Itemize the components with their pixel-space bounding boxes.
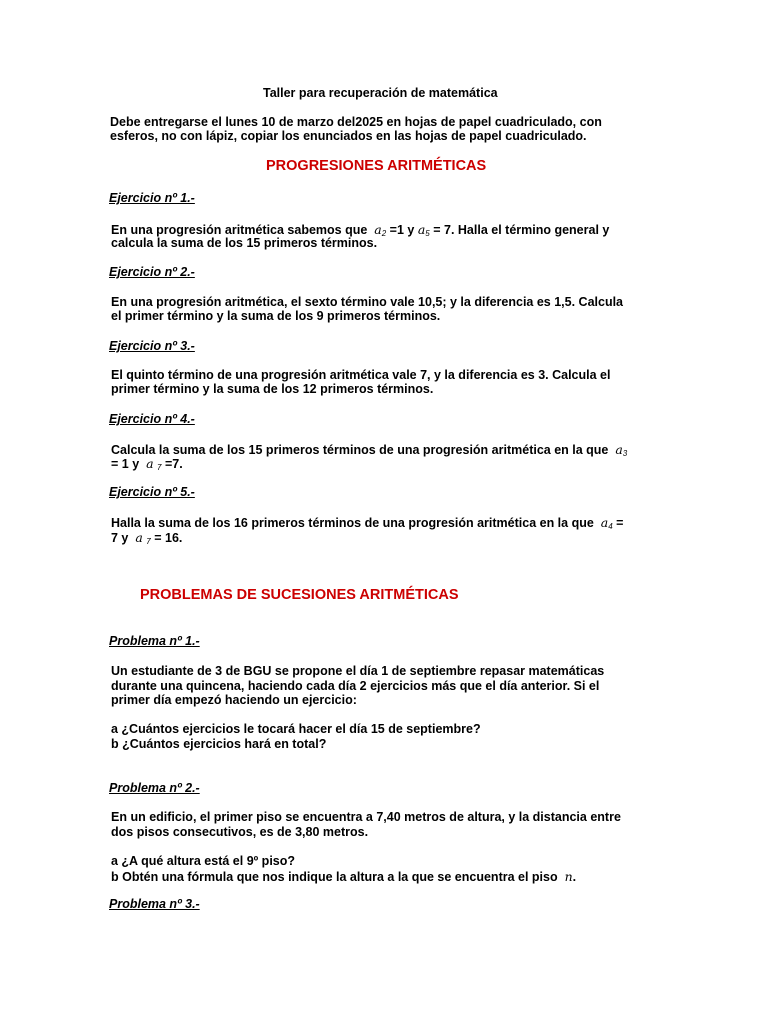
exercise-5-text-c: 7 y: [111, 531, 129, 545]
exercise-5-text-b: =: [616, 516, 624, 530]
exercise-4-line-2: [111, 456, 183, 475]
problem-1-line-2: durante una quincena, haciendo cada día 2 ejercicios más que el día anterior. Si el: [111, 679, 600, 693]
problem-1-line-1: Un estudiante de 3 de BGU se propone el día 1 de septiembre repasar matemáticas: [111, 664, 605, 678]
intro-line-2: esferos, no con lápiz, copiar los enunciados en las hojas de papel cuadriculado.: [110, 129, 587, 143]
exercise-5-line-2: [111, 530, 182, 549]
exercise-5-text-a: Halla la suma de los 16 primeros términos de una progresión aritmética en la que: [111, 516, 594, 530]
exercise-5-text-d: = 16.: [154, 531, 183, 545]
exercise-3-line-1: El quinto término de una progresión aritmética vale 7, y la diferencia es 3. Calcula el: [111, 368, 611, 382]
exercise-5-sub-7: 7: [146, 537, 151, 546]
exercise-1-sub-5: 5: [425, 229, 430, 238]
problem-2-heading: Problema nº 2.-: [109, 781, 200, 795]
exercise-5-var-a4: a: [600, 515, 609, 530]
problem-2-var-n: n: [564, 869, 573, 884]
exercise-4-heading: Ejercicio nº 4.-: [109, 412, 195, 426]
exercise-1-heading: Ejercicio nº 1.-: [109, 191, 195, 205]
exercise-4-sub-3: 3: [622, 449, 628, 458]
exercise-5-line-1: [111, 515, 623, 534]
problem-1-question-b: b ¿Cuántos ejercicios hará en total?: [111, 737, 327, 751]
exercise-5-var-a7: a: [135, 530, 143, 545]
exercise-4-var-a3: a: [615, 442, 623, 457]
exercise-5-sub-4: 4: [608, 522, 613, 531]
problem-2-question-b-text: b Obtén una fórmula que nos indique la altura a la que se encuentra el piso: [111, 870, 558, 884]
problem-1-question-a: a ¿Cuántos ejercicios le tocará hacer el día 15 de septiembre?: [111, 722, 481, 736]
exercise-1-var-a5: a: [417, 222, 426, 237]
problem-2-question-b-end: .: [572, 870, 577, 884]
exercise-4-text-c: =7.: [164, 457, 183, 471]
exercise-1-text-b: =1 y: [389, 223, 415, 237]
exercise-1-var-a2: a: [374, 222, 382, 237]
exercise-1-sub-2: 2: [381, 229, 387, 238]
exercise-1-line-2: calcula la suma de los 15 primeros términos.: [111, 236, 378, 250]
problem-1-line-3: primer día empezó haciendo un ejercicio:: [111, 693, 357, 707]
exercise-3-heading: Ejercicio nº 3.-: [109, 339, 195, 353]
section-title-problemas: PROBLEMAS DE SUCESIONES ARITMÉTICAS: [140, 587, 459, 603]
document-title: Taller para recuperación de matemática: [263, 86, 498, 100]
exercise-4-text-b: = 1 y: [111, 457, 140, 471]
problem-2-line-2: dos pisos consecutivos, es de 3,80 metros.: [111, 825, 369, 839]
exercise-3-line-2: primer término y la suma de los 12 primeros términos.: [111, 382, 434, 396]
exercise-4-sub-7: 7: [157, 463, 162, 472]
exercise-4-line-1: [111, 442, 627, 461]
section-title-progresiones: PROGRESIONES ARITMÉTICAS: [266, 158, 487, 174]
exercise-2-line-2: el primer término y la suma de los 9 primeros términos.: [111, 309, 441, 323]
exercise-4-var-a7: a: [146, 456, 154, 471]
problem-1-heading: Problema nº 1.-: [109, 634, 200, 648]
exercise-5-heading: Ejercicio nº 5.-: [109, 485, 195, 499]
exercise-1-text-a: En una progresión aritmética sabemos que: [111, 223, 368, 237]
problem-2-question-b: [111, 869, 576, 885]
exercise-1-text-c: = 7. Halla el término general y: [433, 223, 610, 237]
exercise-2-line-1: En una progresión aritmética, el sexto término vale 10,5; y la diferencia es 1,5. Calcula: [111, 295, 624, 309]
problem-2-question-a: a ¿A qué altura está el 9º piso?: [111, 854, 296, 868]
exercise-2-heading: Ejercicio nº 2.-: [109, 265, 195, 279]
exercise-4-text-a: Calcula la suma de los 15 primeros términos de una progresión aritmética en la que: [111, 443, 609, 457]
problem-2-line-1: En un edificio, el primer piso se encuentra a 7,40 metros de altura, y la distancia entre: [111, 810, 621, 824]
intro-line-1: Debe entregarse el lunes 10 de marzo del2025 en hojas de papel cuadriculado, con: [110, 115, 602, 129]
problem-3-heading: Problema nº 3.-: [109, 897, 200, 911]
